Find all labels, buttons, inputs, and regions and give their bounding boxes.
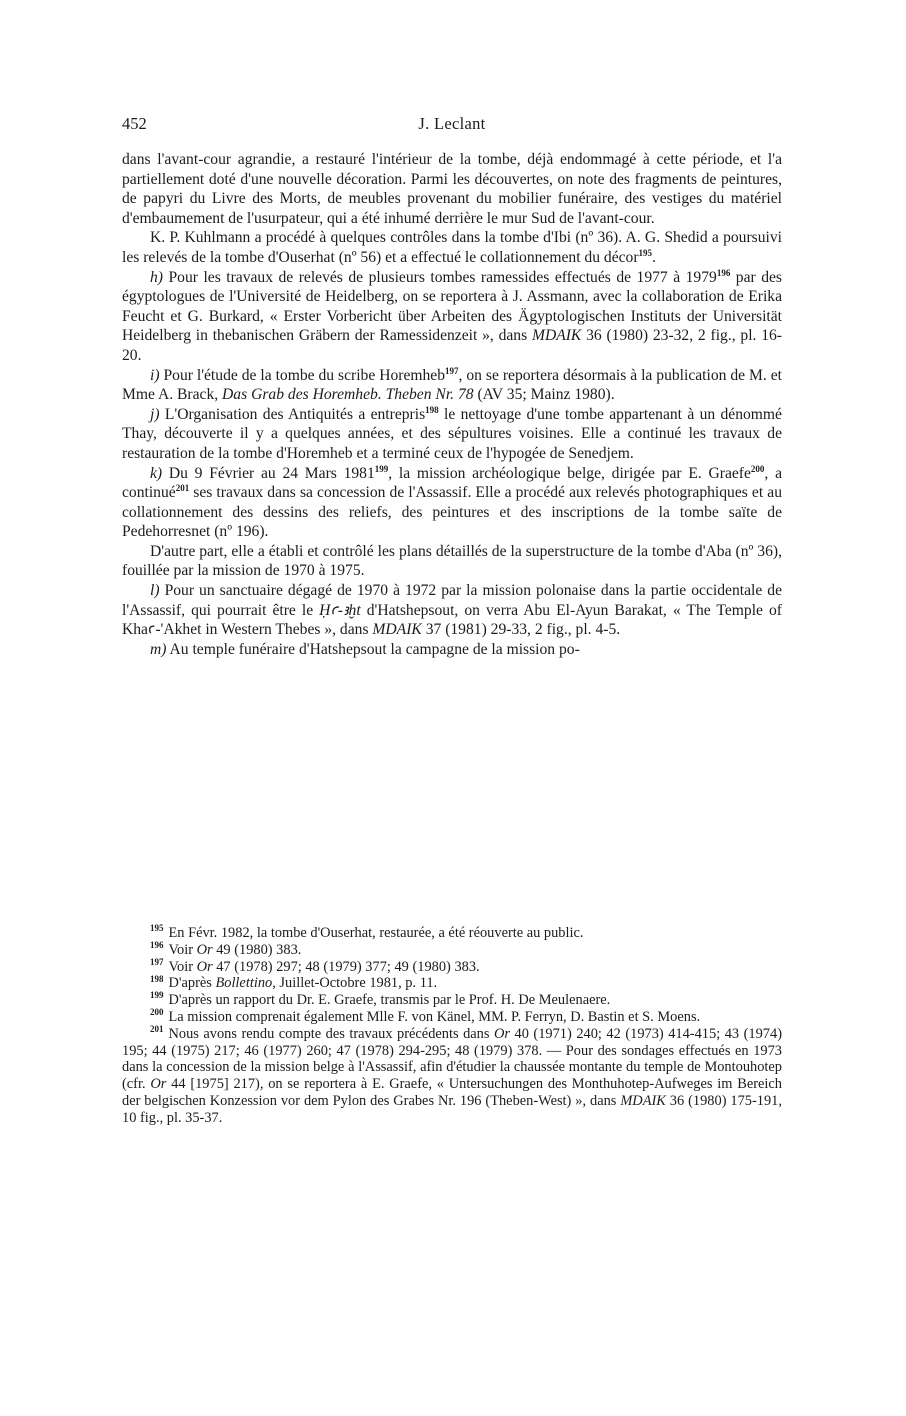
footnote-number: 196 xyxy=(150,940,164,950)
footnote-number: 200 xyxy=(150,1007,164,1018)
footnote-number: 201 xyxy=(150,1023,164,1034)
footnote-ref[interactable]: 199 xyxy=(374,463,389,474)
paragraph: l) Pour un sanctuaire dégagé de 1970 à 1972 par la mission polonaise dans la partie occidentale de l'Assassif, qui pourrait être le Ḥꜥ-ꜣḫt d'Hatshepsout, on verra Abu El-Ayun Barakat, « The Temple of Khaꜥ-'Akhet in Western Thebes », dans MDAIK 37 (1981) 29-33, 2 fig., pl. 4-5. xyxy=(122,582,782,639)
footnote-ref[interactable]: 200 xyxy=(750,463,765,474)
paragraph: K. P. Kuhlmann a procédé à quelques contrôles dans la tombe d'Ibi (nº 36). A. G. Shedid a poursuivi les relevés de la tombe d'Ouserhat (nº 56) et a effectué le collationnement du décor$^{195}$. xyxy=(122,229,782,266)
paragraph: i) Pour l'étude de la tombe du scribe Horemheb$^{197}$, on se reportera désormais à la publication de M. et Mme A. Brack, Das Grab des Horemheb. Theben Nr. 78 (AV 35; Mainz 1980). xyxy=(122,365,782,404)
footnote-ref[interactable]: 196 xyxy=(716,267,731,278)
paragraph: h) Pour les travaux de relevés de plusieurs tombes ramessides effectués de 1977 à 1979$^{196}$ par des égyptologues de l'Université de Heidelberg, on se reportera à J. Assmann, avec la collaboration de Erika Feucht et G. Burkard, « Erster Vorbericht über Arbeiten des Ägyptologischen Instituts der Universität Heidelberg in thebanischen Gräbern der Ramessidenzeit », dans MDAIK 36 (1980) 23-32, 2 fig., pl. 16-20. xyxy=(122,267,782,364)
footnote-ref[interactable]: 198 xyxy=(425,404,439,415)
paragraph: j) L'Organisation des Antiquités a entrepris$^{198}$ le nettoyage d'une tombe appartenant à un dénommé Thay, découverte il y a quelques années, et des sépultures voisines. Elle a continué les travaux de restauration de la tombe d'Horemheb et a terminé ceux de l'hypogée de Senedjem. xyxy=(122,404,782,462)
footnote: $^{198}$ D'après Bollettino, Juillet-Octobre 1981, p. 11. xyxy=(150,973,438,992)
paragraph: D'autre part, elle a établi et contrôlé les plans détaillés de la superstructure de la tombe d'Aba (nº 36), fouillée par la mission de 1970 à 1975. xyxy=(122,542,782,580)
footnote-number: 199 xyxy=(150,990,164,1001)
body-text xyxy=(122,150,782,659)
footnote-ref[interactable]: 195 xyxy=(638,247,653,258)
footnote-number: 195 xyxy=(150,923,164,934)
paragraph: k) Du 9 Février au 24 Mars 1981$^{199}$, la mission archéologique belge, dirigée par E. Graefe$^{200}$, a continué$^{201}$ ses travaux dans sa concession de l'Assassif. Elle a procédé aux relevés photographiques et au collationnement des dessins des reliefs, des peintures et des inscriptions de la tombe saïte de Pedehorresnet (nº 196). xyxy=(122,463,782,541)
footnote: $^{201}$ Nous avons rendu compte des travaux précédents dans Or 40 (1971) 240; 42 (1973) 414-415; 43 (1974) 195; 44 (1975) 217; 46 (1977) 260; 47 (1978) 294-295; 48 (1979) 378. — Pour des sondages effectués en 1973 dans la concession de la mission belge à l'Assassif, afin d'étudier la chaussée montante du temple de Montouhotep (cfr. Or 44 [1975] 217), on se reportera à E. Graefe, « Untersuchungen des Monthuhotep-Aufweges im Bereich der belgischen Konzession vor dem Pylon des Grabes Nr. 196 (Theben-West) », dans MDAIK 36 (1980) 175-191, 10 fig., pl. 35-37. xyxy=(122,1023,782,1126)
footnote: $^{200}$ La mission comprenait également Mlle F. von Känel, MM. P. Ferryn, D. Bastin et S. Moens. xyxy=(150,1007,701,1025)
footnotes xyxy=(122,925,782,1127)
footnote: $^{195}$ En Févr. 1982, la tombe d'Ouserhat, restaurée, a été réouverte au public. xyxy=(150,923,584,941)
footnote: $^{199}$ D'après un rapport du Dr. E. Graefe, transmis par le Prof. H. De Meulenaere. xyxy=(150,990,611,1009)
footnote-number: 197 xyxy=(150,956,164,967)
footnote: $^{196}$ Voir Or 49 (1980) 383. xyxy=(150,940,302,958)
paragraph: m) Au temple funéraire d'Hatshepsout la campagne de la mission po- xyxy=(150,640,580,658)
footnote-ref[interactable]: 197 xyxy=(445,365,459,376)
page-header xyxy=(122,114,782,140)
paragraph: dans l'avant-cour agrandie, a restauré l'intérieur de la tombe, déjà endommagé à cette période, et l'a partiellement doté d'une nouvelle décoration. Parmi les découvertes, on note des fragments de peintures, de papyri du Livre des Morts, de meubles provenant du mobilier funéraire, des vestiges du matériel d'embaumement de l'usurpateur, qui a été inhumé derrière le mur Sud de l'avant-cour. xyxy=(122,151,782,227)
footnote: $^{197}$ Voir Or 47 (1978) 297; 48 (1979) 377; 49 (1980) 383. xyxy=(150,956,480,975)
page-number: 452 xyxy=(122,114,147,133)
footnote-ref[interactable]: 201 xyxy=(175,482,190,493)
footnote-number: 198 xyxy=(150,973,164,984)
running-head: J. Leclant xyxy=(418,114,486,133)
